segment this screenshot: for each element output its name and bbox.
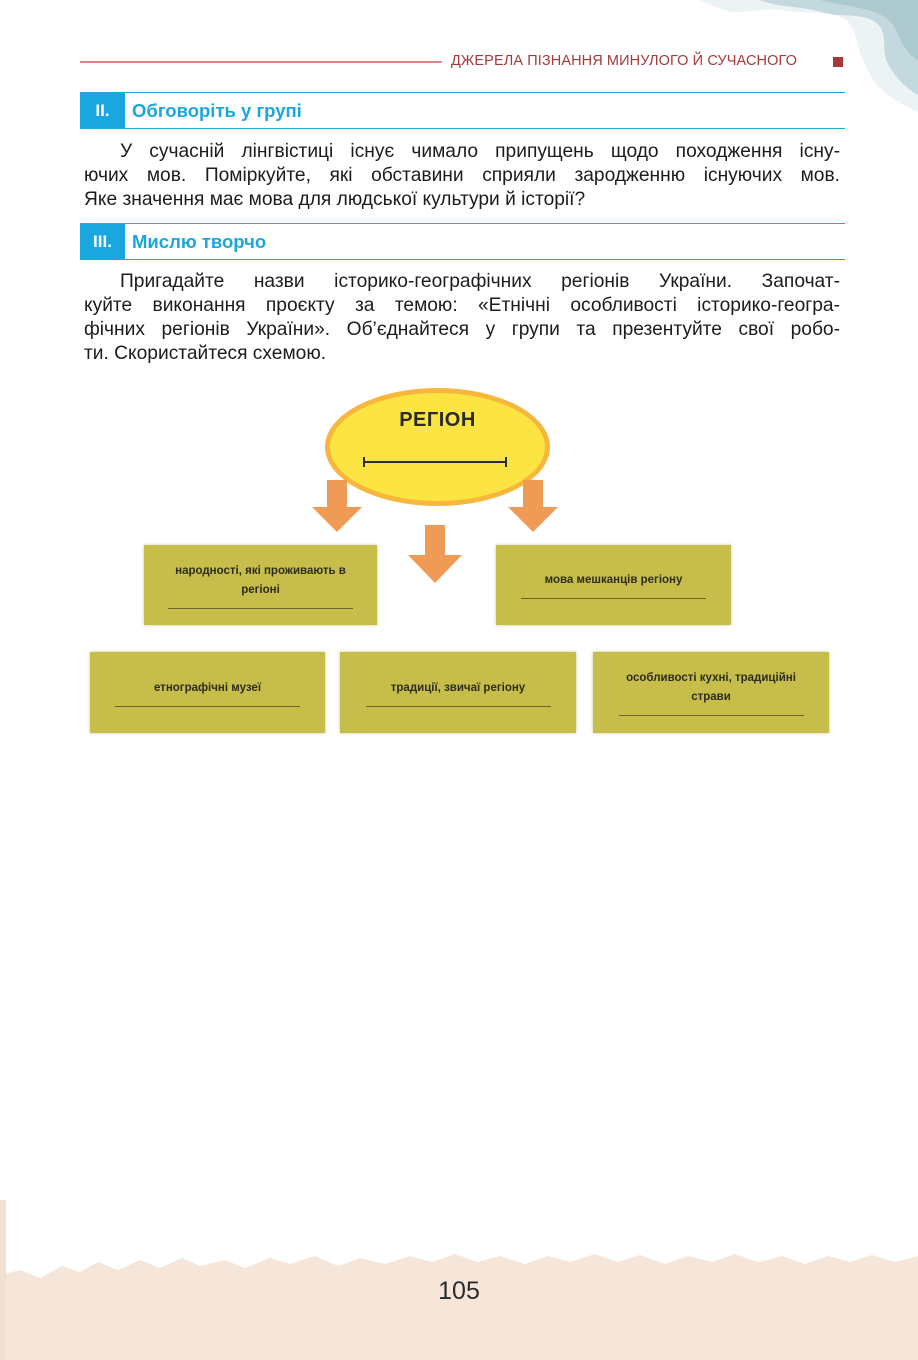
- section-number: III.: [80, 224, 125, 259]
- paragraph-line: фічних регіонів України». Об’єднайтеся у групи та презентуйте свої робо-: [84, 319, 840, 340]
- region-label: РЕГІОН: [399, 409, 476, 431]
- paragraph-line: ти. Скористайтеся схемою.: [84, 343, 327, 364]
- paragraph-line: Пригадайте назви історико-географічних регіонів України. Започат-: [120, 271, 840, 292]
- section-title: Обговоріть у групі: [132, 99, 302, 121]
- box-label: мова мешканців регіону: [544, 574, 683, 586]
- paragraph-line: У сучасній лінгвістиці існує чимало припущень щодо походження існу-: [120, 141, 840, 162]
- page-number: 105: [438, 1277, 480, 1305]
- box-label: традиції, звичаї регіону: [390, 681, 526, 694]
- box-cuisine: [593, 652, 829, 733]
- box-label: народності, які проживають в регіоні: [175, 564, 346, 596]
- down-arrow-left: [312, 480, 362, 532]
- box-museums: [90, 652, 325, 733]
- answer-line: [619, 715, 804, 716]
- answer-line: [521, 598, 706, 599]
- paragraph-line: Яке значення має мова для людської культури й історії?: [84, 189, 586, 210]
- paragraph-line: ючих мов. Поміркуйте, які обставини сприяли зародженню існуючих мов.: [84, 165, 840, 186]
- section-title: Мислю творчо: [132, 230, 267, 252]
- answer-line: [366, 706, 551, 707]
- section-number: II.: [80, 93, 125, 128]
- running-header: ДЖЕРЕЛА ПІЗНАННЯ МИНУЛОГО Й СУЧАСНОГО: [451, 53, 797, 69]
- answer-line: [115, 706, 300, 707]
- answer-line: [168, 608, 353, 609]
- box-label: особливості кухні, традиційні страви: [626, 672, 796, 703]
- down-arrow-right: [508, 480, 558, 532]
- box-nationalities: [144, 545, 377, 625]
- box-language: [496, 545, 731, 625]
- down-arrow-middle: [408, 525, 462, 583]
- paragraph-line: куйте виконання проєкту за темою: «Етнічні особливості історико-геогра-: [84, 295, 840, 316]
- box-traditions: [340, 652, 576, 733]
- box-label: етнографічні музеї: [153, 681, 262, 694]
